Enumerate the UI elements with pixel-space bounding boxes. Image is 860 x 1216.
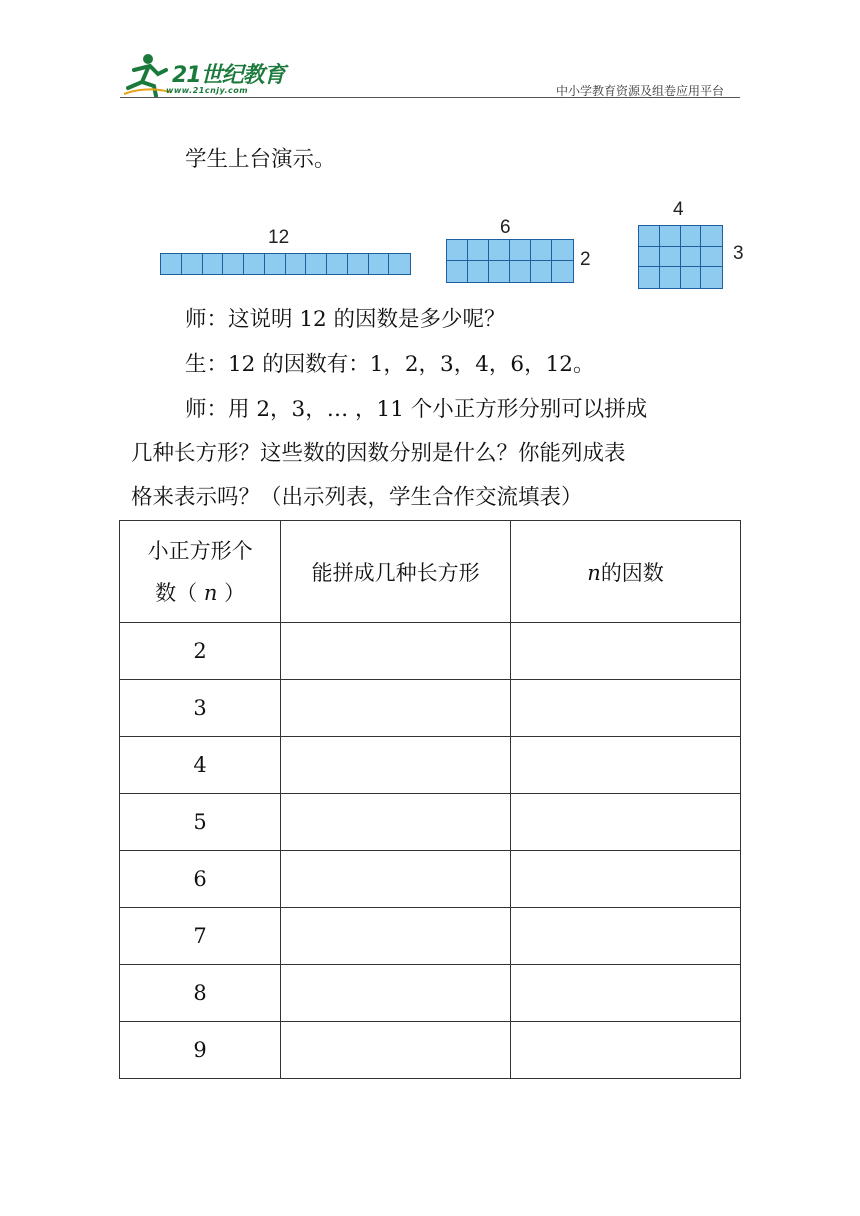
cell-rects[interactable] <box>281 680 511 737</box>
unit-square <box>223 254 244 274</box>
cell-factors[interactable] <box>511 1022 741 1079</box>
cell-factors[interactable] <box>511 737 741 794</box>
unit-square <box>660 247 681 268</box>
header-rectangles: 能拼成几种长方形 <box>281 521 511 623</box>
cell-rects[interactable] <box>281 908 511 965</box>
cell-n: 2 <box>120 623 281 680</box>
factors-table <box>119 520 741 1079</box>
logo-url: www.21cnjy.com <box>166 86 249 95</box>
unit-square <box>552 240 573 261</box>
cell-rects[interactable] <box>281 965 511 1022</box>
rect-6x2 <box>446 239 574 283</box>
table-row <box>120 1022 741 1079</box>
unit-square <box>552 261 573 282</box>
unit-square <box>348 254 369 274</box>
unit-square <box>369 254 390 274</box>
cell-n: 9 <box>120 1022 281 1079</box>
cell-n: 7 <box>120 908 281 965</box>
cell-factors[interactable] <box>511 623 741 680</box>
paragraph-4-line-3: 格来表示吗？（出示列表，学生合作交流填表） <box>131 485 583 510</box>
paragraph-4-line-1: 师：用 2，3，… ，11 个小正方形分别可以拼成 <box>185 397 648 422</box>
rect2-side-label: 2 <box>580 249 591 270</box>
cell-rects[interactable] <box>281 737 511 794</box>
header-count <box>120 521 281 623</box>
rect1-top-label: 12 <box>268 227 290 248</box>
unit-square <box>327 254 348 274</box>
runner-logo-icon <box>120 50 172 100</box>
unit-square <box>681 247 702 268</box>
table-header-row <box>120 521 741 623</box>
table-row <box>120 794 741 851</box>
unit-square <box>447 261 468 282</box>
cell-factors[interactable] <box>511 965 741 1022</box>
rectangle-figures <box>0 195 860 295</box>
unit-square <box>182 254 203 274</box>
cell-rects[interactable] <box>281 623 511 680</box>
cell-factors[interactable] <box>511 680 741 737</box>
unit-square <box>161 254 182 274</box>
table-row <box>120 851 741 908</box>
header-count-line-2a: 数（ <box>155 580 198 605</box>
cell-rects[interactable] <box>281 851 511 908</box>
header-factors-text: 的因数 <box>600 560 664 585</box>
unit-square <box>286 254 307 274</box>
logo <box>120 50 320 102</box>
unit-square <box>681 226 702 247</box>
unit-square <box>468 240 489 261</box>
header-count-line-1: 小正方形个 <box>147 538 253 563</box>
unit-square <box>701 267 722 288</box>
unit-square <box>203 254 224 274</box>
header-factors <box>511 521 741 623</box>
unit-square <box>489 240 510 261</box>
rect-12x1 <box>160 253 411 275</box>
unit-square <box>660 226 681 247</box>
rect-4x3 <box>638 225 723 289</box>
unit-square <box>306 254 327 274</box>
unit-square <box>701 247 722 268</box>
unit-square <box>244 254 265 274</box>
unit-square <box>639 267 660 288</box>
unit-square <box>639 226 660 247</box>
unit-square <box>701 226 722 247</box>
cell-factors[interactable] <box>511 908 741 965</box>
logo-text: 21世纪教育 <box>172 63 285 88</box>
paragraph-2: 师：这说明 12 的因数是多少呢？ <box>185 307 506 332</box>
unit-square <box>660 267 681 288</box>
unit-square <box>468 261 489 282</box>
header-factors-var: n <box>587 560 601 585</box>
cell-factors[interactable] <box>511 794 741 851</box>
header-divider <box>120 97 740 98</box>
cell-n: 3 <box>120 680 281 737</box>
header-tagline: 中小学教育资源及组卷应用平台 <box>555 84 724 98</box>
unit-square <box>510 240 531 261</box>
cell-n: 6 <box>120 851 281 908</box>
cell-rects[interactable] <box>281 794 511 851</box>
paragraph-4-line-2: 几种长方形？这些数的因数分别是什么？你能列成表 <box>131 441 626 466</box>
rect3-side-label: 3 <box>733 243 744 264</box>
rect2-top-label: 6 <box>500 217 511 238</box>
table-row <box>120 623 741 680</box>
table-row <box>120 680 741 737</box>
cell-factors[interactable] <box>511 851 741 908</box>
unit-square <box>531 240 552 261</box>
cell-n: 4 <box>120 737 281 794</box>
unit-square <box>447 240 468 261</box>
unit-square <box>510 261 531 282</box>
paragraph-3: 生：12 的因数有：1，2，3，4，6，12。 <box>185 352 595 377</box>
header-count-var: n <box>203 580 218 605</box>
unit-square <box>265 254 286 274</box>
header-count-line-2b: ） <box>224 580 246 605</box>
cell-n: 5 <box>120 794 281 851</box>
table-row <box>120 908 741 965</box>
unit-square <box>389 254 410 274</box>
cell-n: 8 <box>120 965 281 1022</box>
paragraph-1: 学生上台演示。 <box>185 147 336 172</box>
unit-square <box>681 267 702 288</box>
unit-square <box>531 261 552 282</box>
table-row <box>120 737 741 794</box>
rect3-top-label: 4 <box>673 199 684 220</box>
unit-square <box>489 261 510 282</box>
table-row <box>120 965 741 1022</box>
unit-square <box>639 247 660 268</box>
cell-rects[interactable] <box>281 1022 511 1079</box>
page-header <box>120 50 740 102</box>
